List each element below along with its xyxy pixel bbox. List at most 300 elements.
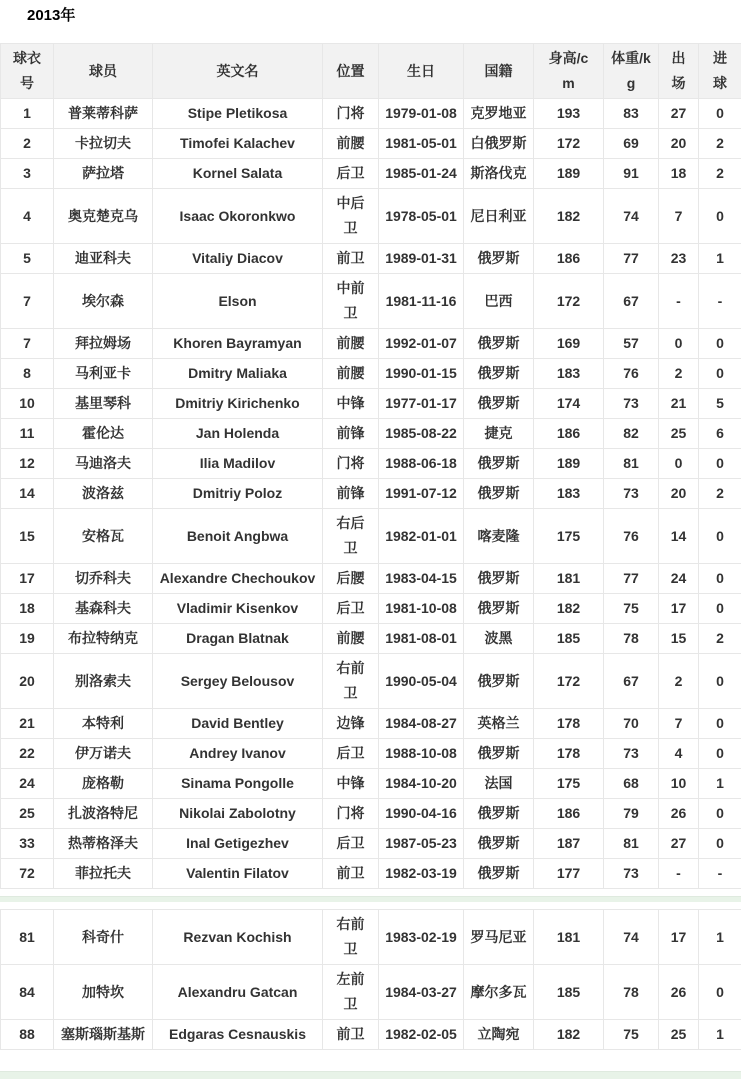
cell-position: 前腰 — [323, 329, 379, 359]
cell-birthday: 1984-10-20 — [379, 769, 464, 799]
section-divider — [0, 896, 741, 902]
cell-position: 前卫 — [323, 859, 379, 889]
cell-name_en: Benoit Angbwa — [153, 509, 323, 564]
cell-jersey: 7 — [1, 329, 54, 359]
cell-jersey: 3 — [1, 159, 54, 189]
cell-weight: 73 — [604, 739, 659, 769]
cell-appearances: 20 — [659, 479, 699, 509]
cell-position: 门将 — [323, 99, 379, 129]
cell-appearances: 18 — [659, 159, 699, 189]
cell-goals: 0 — [699, 99, 741, 129]
cell-appearances: 17 — [659, 594, 699, 624]
cell-height: 186 — [534, 419, 604, 449]
cell-jersey: 33 — [1, 829, 54, 859]
cell-player: 霍伦达 — [54, 419, 153, 449]
cell-name_en: Timofei Kalachev — [153, 129, 323, 159]
cell-nationality: 俄罗斯 — [464, 829, 534, 859]
cell-position: 前锋 — [323, 479, 379, 509]
cell-appearances: 23 — [659, 244, 699, 274]
cell-height: 175 — [534, 509, 604, 564]
cell-weight: 74 — [604, 910, 659, 965]
column-header-position: 位置 — [323, 44, 379, 99]
cell-appearances: 27 — [659, 829, 699, 859]
cell-height: 181 — [534, 910, 604, 965]
cell-goals: 0 — [699, 965, 741, 1020]
cell-weight: 67 — [604, 654, 659, 709]
column-header-jersey: 球衣号 — [1, 44, 54, 99]
cell-jersey: 1 — [1, 99, 54, 129]
cell-appearances: - — [659, 859, 699, 889]
cell-nationality: 法国 — [464, 769, 534, 799]
cell-weight: 68 — [604, 769, 659, 799]
cell-position: 右前卫 — [323, 910, 379, 965]
cell-weight: 75 — [604, 594, 659, 624]
cell-appearances: 0 — [659, 449, 699, 479]
table-row — [1, 624, 741, 654]
cell-player: 卡拉切夫 — [54, 129, 153, 159]
cell-player: 波洛兹 — [54, 479, 153, 509]
cell-appearances: 10 — [659, 769, 699, 799]
cell-height: 169 — [534, 329, 604, 359]
table-header — [1, 44, 741, 99]
cell-weight: 79 — [604, 799, 659, 829]
roster-table-2013-upper — [0, 43, 741, 889]
header-row — [1, 44, 741, 99]
cell-weight: 74 — [604, 189, 659, 244]
cell-height: 182 — [534, 1020, 604, 1050]
table-row — [1, 564, 741, 594]
cell-position: 左前卫 — [323, 965, 379, 1020]
cell-appearances: 26 — [659, 799, 699, 829]
cell-goals: 2 — [699, 479, 741, 509]
cell-position: 后卫 — [323, 739, 379, 769]
column-header-nationality: 国籍 — [464, 44, 534, 99]
cell-position: 前锋 — [323, 419, 379, 449]
cell-position: 前卫 — [323, 244, 379, 274]
cell-goals: 0 — [699, 329, 741, 359]
column-header-name_en: 英文名 — [153, 44, 323, 99]
cell-name_en: Khoren Bayramyan — [153, 329, 323, 359]
cell-weight: 73 — [604, 389, 659, 419]
cell-jersey: 18 — [1, 594, 54, 624]
cell-appearances: 14 — [659, 509, 699, 564]
table-row — [1, 1020, 741, 1050]
table-body-lower — [1, 910, 741, 1050]
cell-name_en: Dragan Blatnak — [153, 624, 323, 654]
cell-birthday: 1992-01-07 — [379, 329, 464, 359]
cell-jersey: 14 — [1, 479, 54, 509]
cell-nationality: 俄罗斯 — [464, 244, 534, 274]
cell-goals: 1 — [699, 244, 741, 274]
cell-name_en: Valentin Filatov — [153, 859, 323, 889]
cell-player: 加特坎 — [54, 965, 153, 1020]
cell-position: 前腰 — [323, 624, 379, 654]
cell-player: 本特利 — [54, 709, 153, 739]
table-row — [1, 799, 741, 829]
cell-goals: 6 — [699, 419, 741, 449]
cell-height: 183 — [534, 479, 604, 509]
cell-position: 边锋 — [323, 709, 379, 739]
cell-player: 切乔科夫 — [54, 564, 153, 594]
cell-birthday: 1988-10-08 — [379, 739, 464, 769]
cell-name_en: Dmitriy Poloz — [153, 479, 323, 509]
cell-birthday: 1982-02-05 — [379, 1020, 464, 1050]
cell-appearances: 15 — [659, 624, 699, 654]
cell-height: 174 — [534, 389, 604, 419]
cell-jersey: 19 — [1, 624, 54, 654]
cell-position: 前卫 — [323, 1020, 379, 1050]
cell-goals: - — [699, 859, 741, 889]
cell-weight: 76 — [604, 359, 659, 389]
cell-position: 门将 — [323, 799, 379, 829]
cell-position: 后卫 — [323, 159, 379, 189]
cell-weight: 73 — [604, 479, 659, 509]
cell-birthday: 1982-03-19 — [379, 859, 464, 889]
cell-height: 193 — [534, 99, 604, 129]
cell-name_en: Vitaliy Diacov — [153, 244, 323, 274]
table-row — [1, 859, 741, 889]
cell-jersey: 72 — [1, 859, 54, 889]
table-row — [1, 594, 741, 624]
cell-jersey: 24 — [1, 769, 54, 799]
cell-birthday: 1979-01-08 — [379, 99, 464, 129]
cell-weight: 81 — [604, 829, 659, 859]
cell-weight: 77 — [604, 244, 659, 274]
cell-height: 186 — [534, 244, 604, 274]
cell-name_en: Ilia Madilov — [153, 449, 323, 479]
table-row — [1, 189, 741, 244]
cell-birthday: 1983-02-19 — [379, 910, 464, 965]
cell-nationality: 克罗地亚 — [464, 99, 534, 129]
cell-jersey: 88 — [1, 1020, 54, 1050]
cell-goals: - — [699, 274, 741, 329]
cell-appearances: 20 — [659, 129, 699, 159]
cell-player: 热蒂格泽夫 — [54, 829, 153, 859]
table-row — [1, 159, 741, 189]
cell-appearances: 7 — [659, 709, 699, 739]
cell-weight: 75 — [604, 1020, 659, 1050]
table-row — [1, 449, 741, 479]
table-row — [1, 709, 741, 739]
cell-nationality: 巴西 — [464, 274, 534, 329]
cell-height: 178 — [534, 739, 604, 769]
cell-name_en: Nikolai Zabolotny — [153, 799, 323, 829]
cell-jersey: 7 — [1, 274, 54, 329]
cell-birthday: 1985-01-24 — [379, 159, 464, 189]
cell-jersey: 4 — [1, 189, 54, 244]
cell-position: 后卫 — [323, 594, 379, 624]
cell-player: 布拉特纳克 — [54, 624, 153, 654]
cell-jersey: 8 — [1, 359, 54, 389]
cell-height: 185 — [534, 965, 604, 1020]
cell-jersey: 2 — [1, 129, 54, 159]
cell-weight: 91 — [604, 159, 659, 189]
cell-goals: 1 — [699, 1020, 741, 1050]
cell-goals: 1 — [699, 769, 741, 799]
cell-birthday: 1977-01-17 — [379, 389, 464, 419]
cell-name_en: Stipe Pletikosa — [153, 99, 323, 129]
table-row — [1, 910, 741, 965]
cell-name_en: Sergey Belousov — [153, 654, 323, 709]
table-row — [1, 274, 741, 329]
cell-weight: 78 — [604, 624, 659, 654]
cell-goals: 2 — [699, 159, 741, 189]
cell-nationality: 白俄罗斯 — [464, 129, 534, 159]
cell-player: 科奇什 — [54, 910, 153, 965]
cell-appearances: 2 — [659, 654, 699, 709]
cell-jersey: 11 — [1, 419, 54, 449]
cell-jersey: 5 — [1, 244, 54, 274]
cell-position: 中后卫 — [323, 189, 379, 244]
cell-nationality: 斯洛伐克 — [464, 159, 534, 189]
cell-player: 基森科夫 — [54, 594, 153, 624]
cell-name_en: Dmitriy Kirichenko — [153, 389, 323, 419]
column-header-player: 球员 — [54, 44, 153, 99]
cell-birthday: 1990-01-15 — [379, 359, 464, 389]
cell-goals: 0 — [699, 564, 741, 594]
cell-player: 安格瓦 — [54, 509, 153, 564]
cell-weight: 69 — [604, 129, 659, 159]
table-row — [1, 654, 741, 709]
cell-weight: 82 — [604, 419, 659, 449]
cell-appearances: 17 — [659, 910, 699, 965]
cell-nationality: 俄罗斯 — [464, 859, 534, 889]
cell-position: 前腰 — [323, 359, 379, 389]
cell-appearances: 27 — [659, 99, 699, 129]
cell-appearances: 25 — [659, 419, 699, 449]
cell-height: 172 — [534, 129, 604, 159]
cell-birthday: 1983-04-15 — [379, 564, 464, 594]
cell-goals: 0 — [699, 359, 741, 389]
cell-birthday: 1987-05-23 — [379, 829, 464, 859]
cell-weight: 81 — [604, 449, 659, 479]
cell-position: 右前卫 — [323, 654, 379, 709]
cell-birthday: 1991-07-12 — [379, 479, 464, 509]
cell-appearances: 21 — [659, 389, 699, 419]
cell-jersey: 21 — [1, 709, 54, 739]
cell-appearances: 25 — [659, 1020, 699, 1050]
cell-player: 马迪洛夫 — [54, 449, 153, 479]
cell-appearances: 2 — [659, 359, 699, 389]
cell-goals: 2 — [699, 624, 741, 654]
cell-nationality: 俄罗斯 — [464, 359, 534, 389]
cell-nationality: 俄罗斯 — [464, 594, 534, 624]
cell-goals: 0 — [699, 709, 741, 739]
cell-birthday: 1981-11-16 — [379, 274, 464, 329]
cell-goals: 0 — [699, 189, 741, 244]
bottom-page-divider — [0, 1071, 741, 1079]
cell-name_en: Edgaras Cesnauskis — [153, 1020, 323, 1050]
cell-birthday: 1984-08-27 — [379, 709, 464, 739]
cell-player: 萨拉塔 — [54, 159, 153, 189]
cell-jersey: 20 — [1, 654, 54, 709]
cell-nationality: 尼日利亚 — [464, 189, 534, 244]
cell-goals: 0 — [699, 799, 741, 829]
cell-name_en: Vladimir Kisenkov — [153, 594, 323, 624]
cell-height: 182 — [534, 189, 604, 244]
column-header-birthday: 生日 — [379, 44, 464, 99]
cell-birthday: 1981-05-01 — [379, 129, 464, 159]
cell-player: 庞格勒 — [54, 769, 153, 799]
cell-weight: 73 — [604, 859, 659, 889]
cell-jersey: 84 — [1, 965, 54, 1020]
table-row — [1, 244, 741, 274]
cell-nationality: 波黑 — [464, 624, 534, 654]
cell-birthday: 1989-01-31 — [379, 244, 464, 274]
cell-weight: 57 — [604, 329, 659, 359]
cell-height: 187 — [534, 829, 604, 859]
cell-player: 别洛索夫 — [54, 654, 153, 709]
cell-appearances: 4 — [659, 739, 699, 769]
cell-position: 门将 — [323, 449, 379, 479]
table-row — [1, 389, 741, 419]
cell-nationality: 俄罗斯 — [464, 564, 534, 594]
cell-height: 178 — [534, 709, 604, 739]
cell-jersey: 15 — [1, 509, 54, 564]
cell-nationality: 摩尔多瓦 — [464, 965, 534, 1020]
cell-player: 普莱蒂科萨 — [54, 99, 153, 129]
cell-position: 后卫 — [323, 829, 379, 859]
cell-goals: 0 — [699, 739, 741, 769]
cell-goals: 0 — [699, 509, 741, 564]
cell-birthday: 1990-05-04 — [379, 654, 464, 709]
cell-weight: 76 — [604, 509, 659, 564]
cell-jersey: 12 — [1, 449, 54, 479]
cell-weight: 78 — [604, 965, 659, 1020]
cell-height: 181 — [534, 564, 604, 594]
cell-nationality: 俄罗斯 — [464, 449, 534, 479]
table-row — [1, 419, 741, 449]
cell-height: 172 — [534, 654, 604, 709]
cell-player: 拜拉姆场 — [54, 329, 153, 359]
page-title: 2013年 — [27, 9, 741, 23]
table-row — [1, 509, 741, 564]
cell-player: 伊万诺夫 — [54, 739, 153, 769]
cell-weight: 77 — [604, 564, 659, 594]
cell-name_en: Inal Getigezhev — [153, 829, 323, 859]
cell-nationality: 英格兰 — [464, 709, 534, 739]
cell-position: 右后卫 — [323, 509, 379, 564]
cell-player: 塞斯瑙斯基斯 — [54, 1020, 153, 1050]
cell-player: 奥克楚克乌 — [54, 189, 153, 244]
cell-player: 埃尔森 — [54, 274, 153, 329]
cell-birthday: 1978-05-01 — [379, 189, 464, 244]
cell-name_en: Sinama Pongolle — [153, 769, 323, 799]
cell-name_en: Rezvan Kochish — [153, 910, 323, 965]
table-row — [1, 359, 741, 389]
cell-appearances: 7 — [659, 189, 699, 244]
cell-goals: 0 — [699, 829, 741, 859]
cell-position: 前腰 — [323, 129, 379, 159]
table-body-upper — [1, 99, 741, 889]
cell-weight: 83 — [604, 99, 659, 129]
cell-jersey: 22 — [1, 739, 54, 769]
cell-height: 175 — [534, 769, 604, 799]
cell-position: 中前卫 — [323, 274, 379, 329]
cell-nationality: 捷克 — [464, 419, 534, 449]
cell-birthday: 1988-06-18 — [379, 449, 464, 479]
cell-goals: 0 — [699, 654, 741, 709]
cell-nationality: 立陶宛 — [464, 1020, 534, 1050]
table-row — [1, 829, 741, 859]
cell-jersey: 17 — [1, 564, 54, 594]
cell-name_en: Kornel Salata — [153, 159, 323, 189]
cell-height: 189 — [534, 449, 604, 479]
cell-appearances: 26 — [659, 965, 699, 1020]
column-header-goals: 进球 — [699, 44, 741, 99]
cell-goals: 2 — [699, 129, 741, 159]
cell-height: 189 — [534, 159, 604, 189]
cell-goals: 0 — [699, 449, 741, 479]
cell-player: 菲拉托夫 — [54, 859, 153, 889]
cell-height: 177 — [534, 859, 604, 889]
cell-appearances: - — [659, 274, 699, 329]
cell-birthday: 1990-04-16 — [379, 799, 464, 829]
cell-goals: 5 — [699, 389, 741, 419]
cell-position: 中锋 — [323, 389, 379, 419]
cell-birthday: 1981-10-08 — [379, 594, 464, 624]
table-row — [1, 99, 741, 129]
cell-position: 中锋 — [323, 769, 379, 799]
cell-player: 马利亚卡 — [54, 359, 153, 389]
cell-nationality: 俄罗斯 — [464, 739, 534, 769]
table-row — [1, 329, 741, 359]
cell-nationality: 俄罗斯 — [464, 654, 534, 709]
column-header-height: 身高/cm — [534, 44, 604, 99]
cell-birthday: 1985-08-22 — [379, 419, 464, 449]
cell-nationality: 罗马尼亚 — [464, 910, 534, 965]
cell-name_en: Alexandru Gatcan — [153, 965, 323, 1020]
cell-name_en: David Bentley — [153, 709, 323, 739]
cell-jersey: 10 — [1, 389, 54, 419]
cell-nationality: 俄罗斯 — [464, 329, 534, 359]
table-row — [1, 739, 741, 769]
cell-height: 185 — [534, 624, 604, 654]
cell-height: 182 — [534, 594, 604, 624]
cell-birthday: 1981-08-01 — [379, 624, 464, 654]
table-row — [1, 129, 741, 159]
cell-birthday: 1982-01-01 — [379, 509, 464, 564]
roster-table-2013-lower — [0, 909, 741, 1050]
cell-weight: 67 — [604, 274, 659, 329]
cell-jersey: 25 — [1, 799, 54, 829]
table-row — [1, 965, 741, 1020]
cell-name_en: Jan Holenda — [153, 419, 323, 449]
cell-appearances: 24 — [659, 564, 699, 594]
cell-name_en: Alexandre Chechoukov — [153, 564, 323, 594]
cell-name_en: Elson — [153, 274, 323, 329]
column-header-appearances: 出场 — [659, 44, 699, 99]
cell-height: 183 — [534, 359, 604, 389]
cell-name_en: Andrey Ivanov — [153, 739, 323, 769]
cell-appearances: 0 — [659, 329, 699, 359]
cell-weight: 70 — [604, 709, 659, 739]
cell-nationality: 俄罗斯 — [464, 479, 534, 509]
cell-nationality: 喀麦隆 — [464, 509, 534, 564]
table-row — [1, 479, 741, 509]
cell-jersey: 81 — [1, 910, 54, 965]
cell-position: 后腰 — [323, 564, 379, 594]
cell-nationality: 俄罗斯 — [464, 389, 534, 419]
cell-goals: 1 — [699, 910, 741, 965]
section-gap — [0, 896, 741, 909]
cell-name_en: Dmitry Maliaka — [153, 359, 323, 389]
table-row — [1, 769, 741, 799]
cell-nationality: 俄罗斯 — [464, 799, 534, 829]
column-header-weight: 体重/kg — [604, 44, 659, 99]
cell-player: 迪亚科夫 — [54, 244, 153, 274]
cell-name_en: Isaac Okoronkwo — [153, 189, 323, 244]
